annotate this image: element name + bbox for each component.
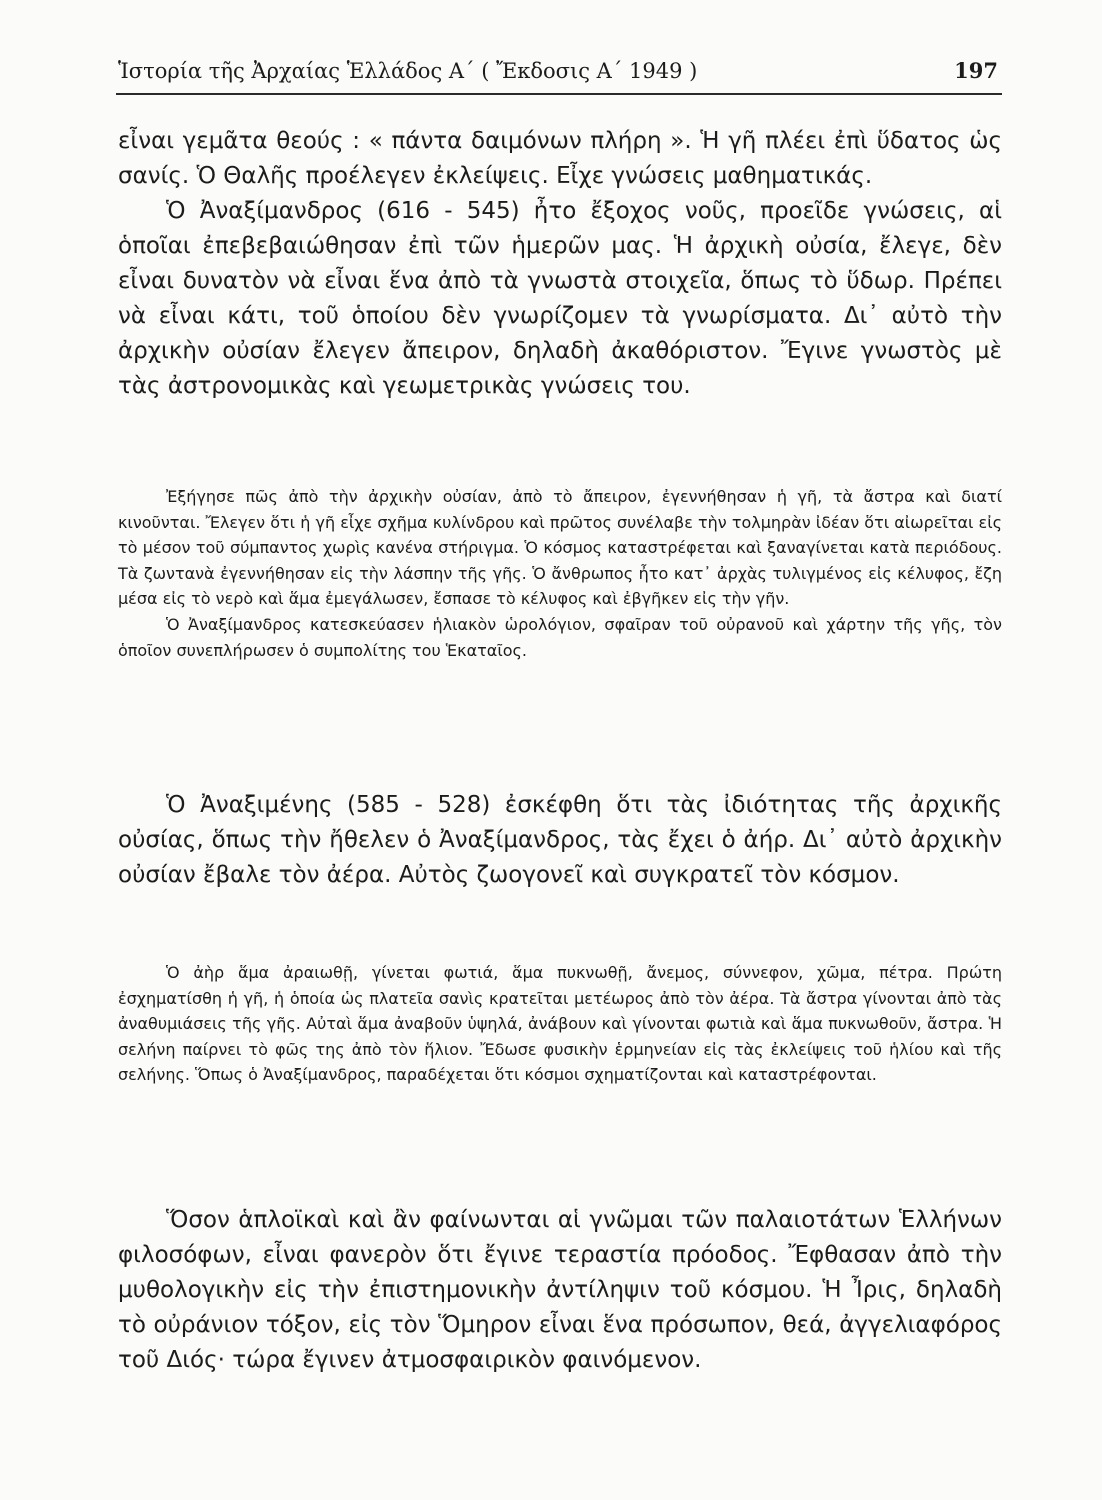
- text-block-2: [118, 788, 1002, 893]
- text-block-1: [118, 124, 1002, 404]
- running-header: [118, 58, 998, 83]
- small-text-block-1: [118, 484, 1002, 663]
- header-rule: [116, 93, 1002, 95]
- paragraph-thales-end: εἶναι γεμᾶτα θεούς : « πάντα δαιμόνων πλήρη ». Ἡ γῆ πλέει ἐπὶ ὕδατος ὡς σανίς. Ὁ Θαλῆς προέλεγεν ἐκλείψεις. Εἶχε γνώσεις μαθηματικάς.: [118, 128, 1002, 189]
- paragraph-anaximenes: Ὁ Ἀναξιμένης (585 - 528) ἐσκέφθη ὅτι τὰς ἰδιότητας τῆς ἀρχικῆς οὐσίας, ὅπως τὴν ἤθελεν ὁ Ἀναξίμανδρος, τὰς ἔχει ὁ ἀήρ. Δι᾽ αὐτὸ ἀρχικὴν οὐσίαν ἔβαλε τὸν ἀέρα. Αὐτὸς ζωογονεῖ καὶ συγκρατεῖ τὸν κόσμον.: [118, 792, 1002, 888]
- header-title: Ἱστορία τῆς Ἀρχαίας Ἑλλάδος Α΄ ( Ἔκδοσις Α΄ 1949 ): [118, 59, 698, 83]
- small-paragraph-anaximander-cosmology: Ἐξήγησε πῶς ἀπὸ τὴν ἀρχικὴν οὐσίαν, ἀπὸ τὸ ἄπειρον, ἐγεννήθησαν ἡ γῆ, τὰ ἄστρα καὶ διατί κινοῦνται. Ἔλεγεν ὅτι ἡ γῆ εἶχε σχῆμα κυλίνδρου καὶ πρῶτος συνέλαβε τὴν τολμηρὰν ἰδέαν ὅτι αἰωρεῖται εἰς τὸ μέσον τοῦ σύμπαντος χωρὶς κανένα στήριγμα. Ὁ κόσμος καταστρέφεται καὶ ξαναγίνεται κατὰ περιόδους. Τὰ ζωντανὰ ἐγεννήθησαν εἰς τὴν λάσπην τῆς γῆς. Ὁ ἄνθρωπος ἦτο κατ᾽ ἀρχὰς τυλιγμένος εἰς κέλυφος, ἔζη μέσα εἰς τὸ νερὸ καὶ ἅμα ἐμεγάλωσεν, ἔσπασε τὸ κέλυφος καὶ ἐβγῆκεν εἰς τὴν γῆν.: [118, 487, 1002, 609]
- text-block-3: [118, 1203, 1002, 1378]
- small-paragraph-anaximenes-air: Ὁ ἀὴρ ἅμα ἀραιωθῇ, γίνεται φωτιά, ἅμα πυκνωθῇ, ἄνεμος, σύννεφον, χῶμα, πέτρα. Πρώτη ἐσχηματίσθη ἡ γῆ, ἡ ὁποία ὡς πλατεῖα σανὶς κρατεῖται μετέωρος ἀπὸ τὸν ἀέρα. Τὰ ἄστρα γίνονται ἀπὸ τὰς ἀναθυμιάσεις τῆς γῆς. Αὐταὶ ἅμα ἀναβοῦν ὑψηλά, ἀνάβουν καὶ γίνονται φωτιὰ καὶ ἅμα πυκνωθοῦν, ἄστρα. Ἡ σελήνη παίρνει τὸ φῶς της ἀπὸ τὸν ἥλιον. Ἔδωσε φυσικὴν ἑρμηνείαν εἰς τὰς ἐκλείψεις τοῦ ἡλίου καὶ τῆς σελήνης. Ὅπως ὁ Ἀναξίμανδρος, παραδέχεται ὅτι κόσμοι σχηματίζονται καὶ καταστρέφονται.: [118, 963, 1002, 1085]
- small-text-block-2: [118, 960, 1002, 1088]
- page-number: 197: [954, 58, 998, 83]
- small-paragraph-anaximander-inventions: Ὁ Ἀναξίμανδρος κατεσκεύασεν ἡλιακὸν ὡρολόγιον, σφαῖραν τοῦ οὐρανοῦ καὶ χάρτην τῆς γῆς, τὸν ὁποῖον συνεπλήρωσεν ὁ συμπολίτης του Ἑκαταῖος.: [118, 614, 1002, 660]
- paragraph-conclusion: Ὅσον ἁπλοϊκαὶ καὶ ἂν φαίνωνται αἱ γνῶμαι τῶν παλαιοτάτων Ἑλλήνων φιλοσόφων, εἶναι φανερὸν ὅτι ἔγινε τεραστία πρόοδος. Ἔφθασαν ἀπὸ τὴν μυθολογικὴν εἰς τὴν ἐπιστημονικὴν ἀντίληψιν τοῦ κόσμου. Ἡ Ἶρις, δηλαδὴ τὸ οὐράνιον τόξον, εἰς τὸν Ὅμηρον εἶναι ἕνα πρόσωπον, θεά, ἀγγελιαφόρος τοῦ Διός· τώρα ἔγινεν ἀτμοσφαιρικὸν φαινόμενον.: [118, 1207, 1002, 1373]
- paragraph-anaximander: Ὁ Ἀναξίμανδρος (616 - 545) ἦτο ἔξοχος νοῦς, προεῖδε γνώσεις, αἱ ὁποῖαι ἐπεβεβαιώθησαν ἐπὶ τῶν ἡμερῶν μας. Ἡ ἀρχικὴ οὐσία, ἔλεγε, δὲν εἶναι δυνατὸν νὰ εἶναι ἕνα ἀπὸ τὰ γνωστὰ στοιχεῖα, ὅπως τὸ ὕδωρ. Πρέπει νὰ εἶναι κάτι, τοῦ ὁποίου δὲν γνωρίζομεν τὰ γνωρίσματα. Δι᾽ αὐτὸ τὴν ἀρχικὴν οὐσίαν ἔλεγεν ἄπειρον, δηλαδὴ ἀκαθόριστον. Ἔγινε γνωστὸς μὲ τὰς ἀστρονομικὰς καὶ γεωμετρικὰς γνώσεις του.: [118, 198, 1002, 399]
